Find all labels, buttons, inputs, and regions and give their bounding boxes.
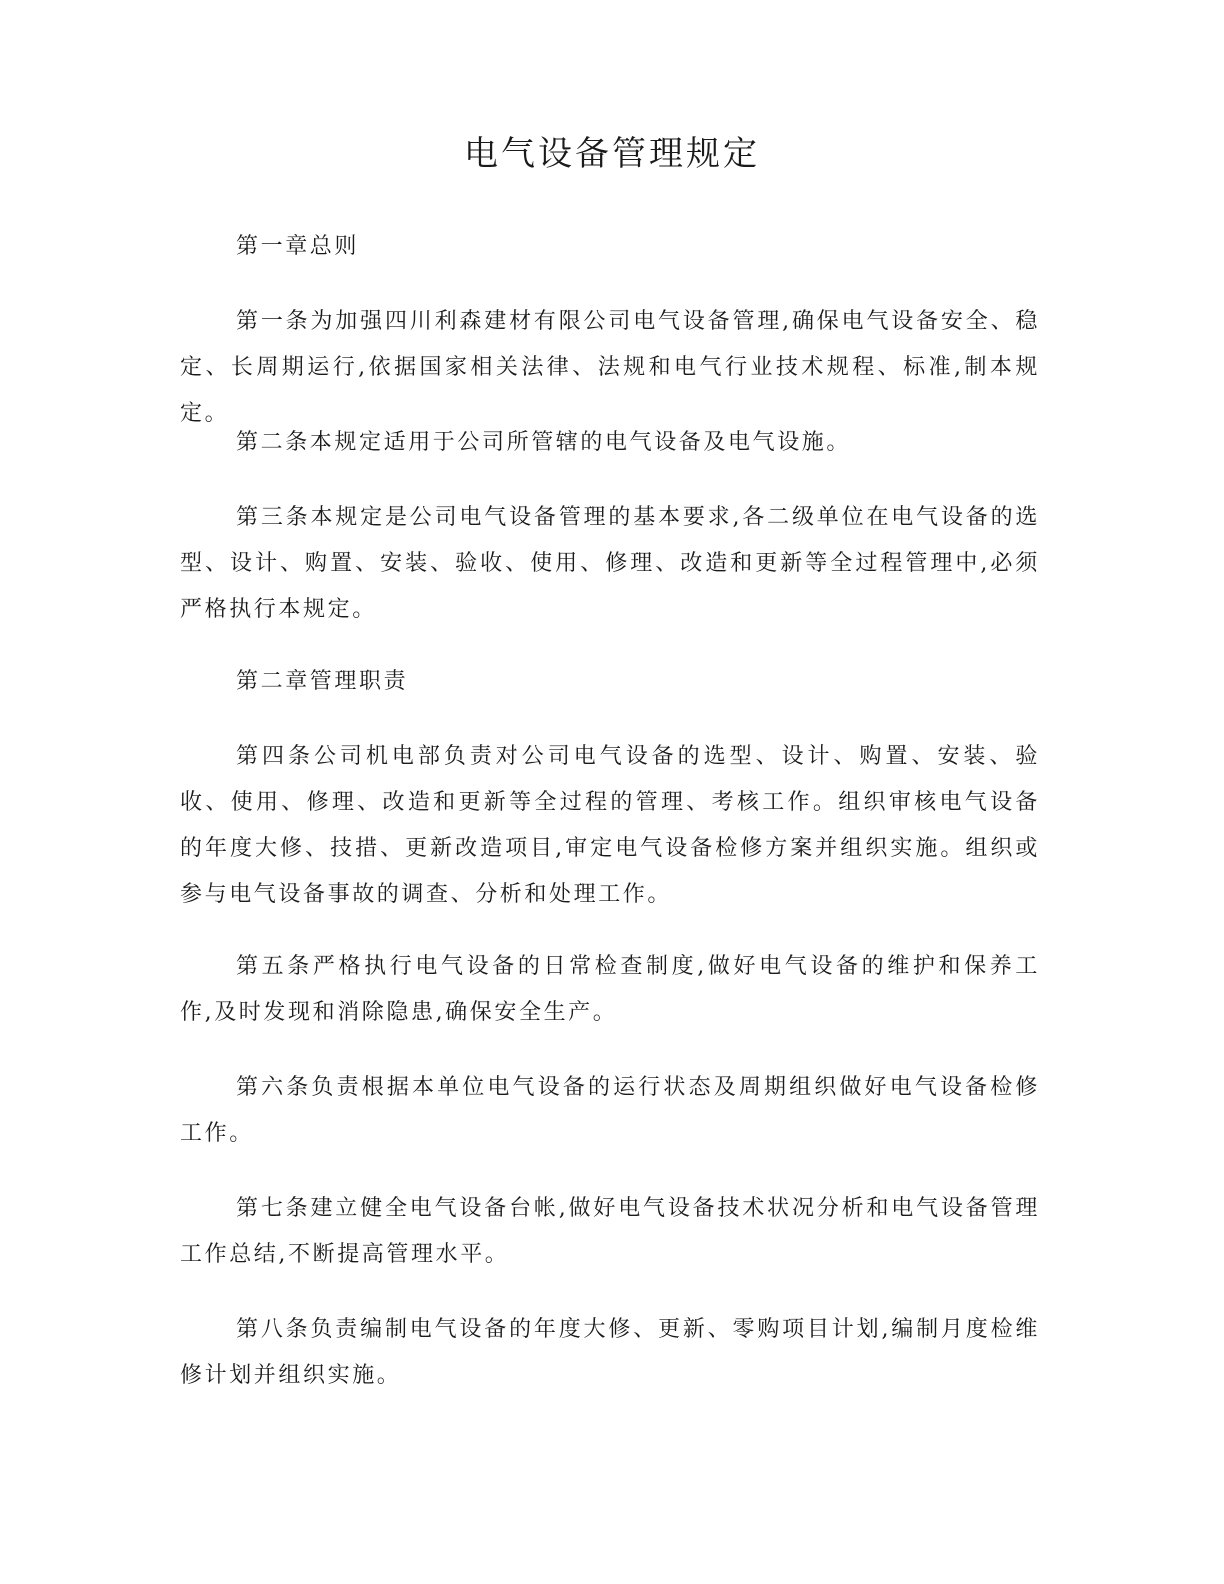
- article-paragraph: 第七条建立健全电气设备台帐,做好电气设备技术状况分析和电气设备管理工作总结,不断提高管理水平。: [180, 1196, 1040, 1267]
- article-paragraph: 第四条公司机电部负责对公司电气设备的选型、设计、购置、安装、验收、使用、修理、改造和更新等全过程的管理、考核工作。组织审核电气设备的年度大修、技措、更新改造项目,审定电气设备检修方案并组织实施。组织或参与电气设备事故的调查、分析和处理工作。: [180, 744, 1040, 907]
- article-paragraph: 第二条本规定适用于公司所管辖的电气设备及电气设施。: [236, 430, 852, 455]
- article-paragraph: 第八条负责编制电气设备的年度大修、更新、零购项目计划,编制月度检维修计划并组织实施。: [180, 1317, 1040, 1388]
- article-paragraph: 第六条负责根据本单位电气设备的运行状态及周期组织做好电气设备检修工作。: [180, 1075, 1040, 1146]
- chapter-heading-duties: 第二章管理职责: [236, 669, 409, 694]
- article-paragraph: 第五条严格执行电气设备的日常检查制度,做好电气设备的维护和保养工作,及时发现和消除隐患,确保安全生产。: [180, 954, 1040, 1025]
- article-paragraph: 第三条本规定是公司电气设备管理的基本要求,各二级单位在电气设备的选型、设计、购置、安装、验收、使用、修理、改造和更新等全过程管理中,必须严格执行本规定。: [180, 505, 1040, 622]
- chapter-heading-general: 第一章总则: [236, 234, 360, 259]
- article-paragraph: 第一条为加强四川利森建材有限公司电气设备管理,确保电气设备安全、稳定、长周期运行,依据国家相关法律、法规和电气行业技术规程、标准,制本规定。: [180, 309, 1040, 426]
- document-title: 电气设备管理规定: [464, 134, 760, 174]
